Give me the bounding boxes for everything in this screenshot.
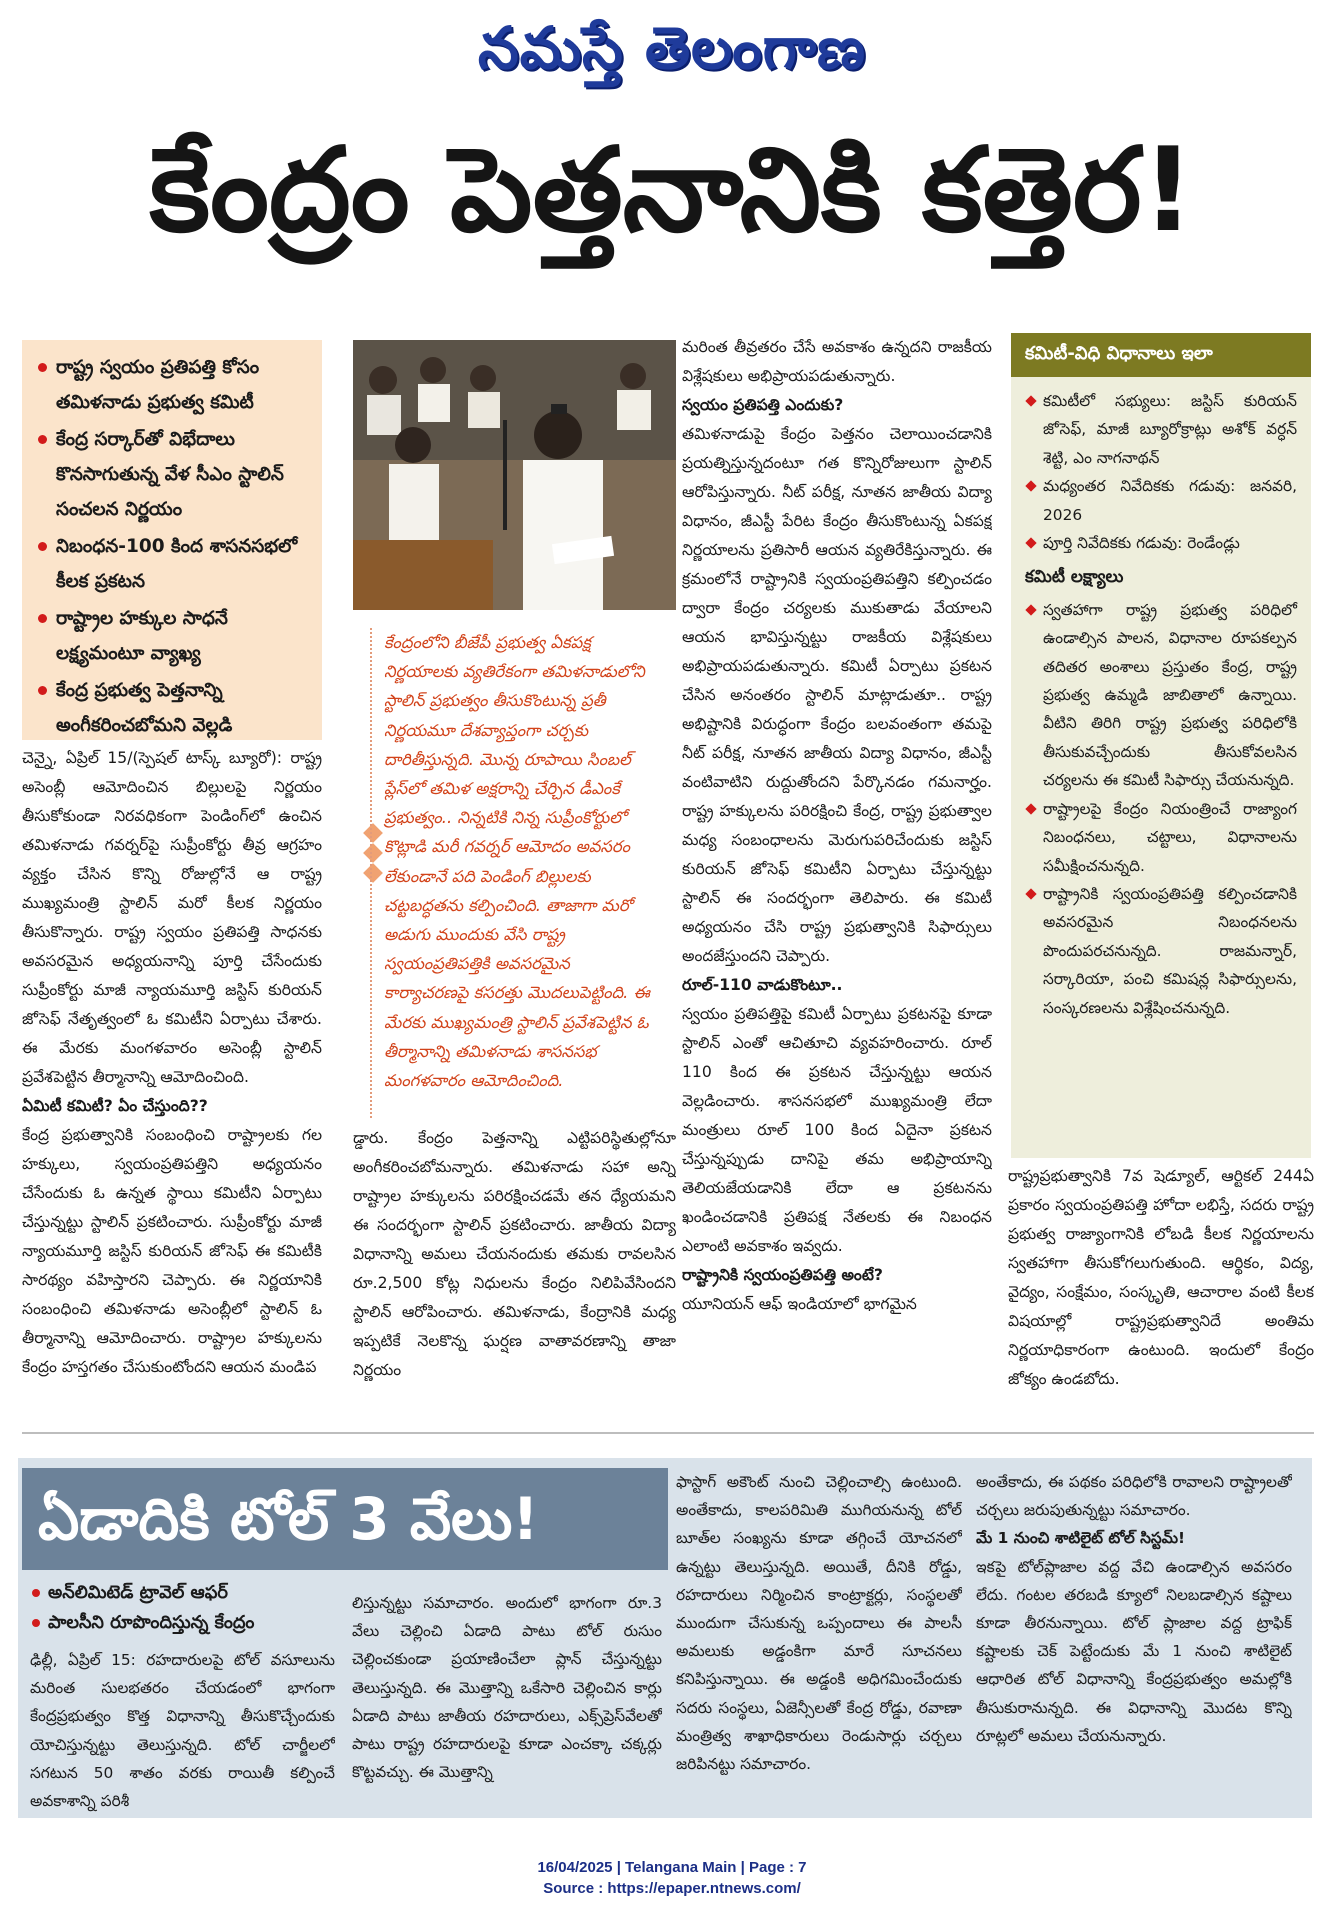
committee-info-box — [1011, 333, 1311, 1158]
pull-quote: కేంద్రంలోని బీజేపీ ప్రభుత్వ ఏకపక్ష నిర్ణయాలకు వ్యతిరేకంగా తమిళనాడులోని స్టాలిన్ ప్రభుత్వం తీసుకొంటున్న ప్రతీ నిర్ణయమూ దేశవ్యాప్తంగా చర్చకు దారితీస్తున్నది. మొన్న రూపాయి సింబల్ ప్లేస్‌లో తమిళ అక్షరాన్ని చేర్చిన డీఎంకే ప్రభుత్వం.. నిన్నటికి నిన్న సుప్రీంకోర్టులో కొట్లాడి మరీ గవర్నర్ ఆమోదం అవసరం లేకుండానే పది పెండింగ్ బిల్లులకు చట్టబద్ధతను కల్పించింది. తాజాగా మరో అడుగు ముందుకు వేసి రాష్ట్ర స్వయంప్రతిపత్తికి అవసరమైన కార్యాచరణపై కసరత్తు మొదలుపెట్టింది. ఈ మేరకు ముఖ్యమంత్రి స్టాలిన్ ప్రవేశపెట్టిన ఓ తీర్మానాన్ని తమిళనాడు శాసనసభ మంగళవారం ఆమోదించింది. — [370, 628, 653, 1118]
article-body: డ్డారు. కేంద్రం పెత్తనాన్ని ఎట్టిపరిస్థితుల్లోనూ అంగీకరించబోమన్నారు. తమిళనాడు సహా అన్ని రాష్ట్రాల హక్కులను పరిరక్షించడమే తన ధ్యేయమని ఈ సందర్భంగా స్టాలిన్ ప్రకటించారు. జాతీయ విద్యా విధానాన్ని అమలు చేయనందుకు తమకు రావలసిన రూ.2,500 కోట్ల నిధులను కేంద్రం నిలిపివేసిందని స్టాలిన్ ఆరోపించారు. తమిళనాడు, కేంద్రానికి మధ్య ఇప్పటికే నెలకొన్న ఘర్షణ వాతావరణాన్ని తాజా నిర్ణయం — [353, 1129, 676, 1379]
highlight-item: కేంద్ర సర్కార్‌తో విభేదాలు కొనసాగుతున్న వేళ సీఎం స్టాలిన్ సంచలన నిర్ణయం — [36, 422, 310, 527]
edition-info: 16/04/2025 | Telangana Main | Page : 7 — [537, 1859, 807, 1876]
highlight-item: నిబంధన-100 కింద శాసనసభలో కీలక ప్రకటన — [36, 529, 310, 599]
committee-goal: స్వతహాగా రాష్ట్ర ప్రభుత్వ పరిధిలో ఉండాల్సిన పాలన, విధానాల రూపకల్పన తదితర అంశాలు ప్రస్తుతం కేంద్ర, రాష్ట్ర ప్రభుత్వ ఉమ్మడి జాబితాలో ఉన్నాయి. వీటిని తిరిగి రాష్ట్ర ప్రభుత్వ పరిధిలోకి తీసుకువచ్చేందుకు తీసుకోవలసిన చర్యలను ఈ కమిటీ సిఫార్సు చేయనున్నది. — [1025, 596, 1297, 795]
masthead-logo: నమస్తే తెలంగాణ — [478, 14, 866, 82]
toll-column-3 — [676, 1468, 962, 1814]
photo-illustration — [353, 340, 676, 610]
article-body: యూనియన్ ఆఫ్ ఇండియాలో భాగమైన — [682, 1295, 917, 1313]
article-column-4 — [1008, 1162, 1314, 1412]
toll-column-4 — [976, 1468, 1292, 1814]
source-link[interactable]: Source : https://epaper.ntnews.com/ — [543, 1880, 801, 1897]
article-body: తమిళనాడుపై కేంద్రం పెత్తనం చెలాయించడానికి ప్రయత్నిస్తున్నదంటూ గత కొన్నిరోజులుగా స్టాలిన్ ఆరోపిస్తున్నారు. నీట్ పరీక్ష, నూతన జాతీయ విద్యా విధానం, జీఎస్టీ పేరిట కేంద్రం తీసుకొంటున్న ఏకపక్ష నిర్ణయాలను ప్రతిసారీ ఆయన వ్యతిరేకిస్తున్నారు. ఈ క్రమంలోనే రాష్ట్రానికి స్వయంప్రతిపత్తిని కల్పించడం ద్వారా కేంద్రం చర్యలకు ముకుతాడు వేయాలని ఆయన భావిస్తున్నట్టు రాజకీయ విశ్లేషకులు అభిప్రాయపడుతున్నారు. కమిటీ ఏర్పాటు ప్రకటన చేసిన అనంతరం స్టాలిన్ మాట్లాడుతూ.. రాష్ట్ర అభిష్టానికి విరుద్ధంగా కేంద్రం బలవంతంగా తమపై నీట్ పరీక్ష, నూతన జాతీయ విద్యా విధానం, జీఎస్టీ వంటివాటిని రుద్దుతోందని పేర్కొనడం గమనార్హం. రాష్ట్ర హక్కులను పరిరక్షించి కేంద్ర, రాష్ట్ర ప్రభుత్వాల మధ్య సంబంధాలను మెరుగుపరిచేందుకు జస్టిస్ కురియన్ జోసెఫ్ కమిటీని ఏర్పాటు చేస్తున్నట్టు స్టాలిన్ ఈ సందర్భంగా తెలిపారు. ఈ కమిటీ అధ్యయనం చేసి రాష్ట్ర ప్రభుత్వానికి సిఫార్సులు అందజేస్తుందని చెప్పారు. — [682, 425, 992, 965]
committee-item: పూర్తి నివేదికకు గడువు: రెండేండ్లు — [1025, 529, 1297, 557]
subheading: ఏమిటీ కమిటీ? ఏం చేస్తుంది?? — [22, 1097, 208, 1115]
article-body: ఇకపై టోల్‌ప్లాజాల వద్ద వేచి ఉండాల్సిన అవసరం లేదు. గంటల తరబడి క్యూలో నిలబడాల్సిన కష్టాలు కూడా తీరనున్నాయి. టోల్ ప్లాజాల వద్ద ట్రాఫిక్ కష్టాలకు చెక్ పెట్టేందుకు మే 1 నుంచి శాటిలైట్ ఆధారిత టోల్ విధానాన్ని కేంద్రప్రభుత్వం అమల్లోకి తీసుకురానున్నది. ఈ విధానాన్ని మొదట కొన్ని రూట్లలో అమలు చేయనున్నారు. — [976, 1557, 1292, 1745]
article-body: స్వయం ప్రతిపత్తిపై కమిటీ ఏర్పాటు ప్రకటనపై కూడా స్టాలిన్ ఎంతో ఆచితూచి వ్యవహరించారు. రూల్ 110 కింద ఈ ప్రకటన చేస్తున్నట్టు ఆయన వెల్లడించారు. శాసనసభలో ముఖ్యమంత్రి లేదా మంత్రులు రూల్ 100 కింద ఏదైనా ప్రకటన చేస్తున్నప్పుడు దానిపై తమ అభిప్రాయాన్ని తెలియజేయడానికి లేదా ఆ ప్రకటనను ఖండించడానికి ప్రతిపక్ష నేతలకు ఈ నిబంధన ఎలాంటి అవకాశం ఇవ్వదు. — [682, 1005, 992, 1255]
article-body: ఫాస్టాగ్ అకౌంట్ నుంచి చెల్లించాల్సి ఉంటుంది. అంతేకాదు, కాలపరిమితి ముగియనున్న టోల్ బూత్‌ల సంఖ్యను కూడా తగ్గించే యోచనలో ఉన్నట్టు తెలుస్తున్నది. అయితే, దీనికి రోడ్డు, రహదారులు నిర్మించిన కాంట్రాక్టర్లు, సంస్థలతో ముందుగా చేసుకున్న ఒప్పందాలు ఈ పాలసీ అమలుకు అడ్డంకిగా మారే సూచనలు కనిపిస్తున్నాయి. ఈ అడ్డంకి అధిగమించేందుకు సదరు సంస్థలు, ఏజెన్సీలతో కేంద్ర రోడ్డు, రవాణా మంత్రిత్వ శాఖాధికారులు రెండుసార్లు చర్చలు జరిపినట్టు సమాచారం. — [676, 1473, 962, 1774]
toll-headline: ఏడాదికి టోల్ 3 వేలు! — [38, 1485, 539, 1553]
committee-goal: రాష్ట్రాలపై కేంద్రం నియంత్రించే రాజ్యాంగ నిబంధనలు, చట్టాలు, విధానాలను సమీక్షించనున్నది. — [1025, 795, 1297, 880]
main-headline: కేంద్రం పెత్తనానికి కత్తెర! — [149, 123, 1195, 258]
subheading: స్వయం ప్రతిపత్తి ఎందుకు? — [682, 396, 844, 414]
toll-column-2 — [352, 1589, 662, 1814]
article-lead: అంతేకాదు, ఈ పథకం పరిధిలోకి రావాలని రాష్ట్రాలతో చర్చలు జరుపుతున్నట్టు సమాచారం. — [976, 1473, 1292, 1520]
subheading: రాష్ట్రానికి స్వయంప్రతిపత్తి అంటే? — [682, 1266, 883, 1284]
committee-item: కమిటీలో సభ్యులు: జస్టిస్ కురియన్ జోసెఫ్, మాజీ బ్యూరోక్రాట్లు అశోక్ వర్ధన్ శెట్టి, ఎం నాగనాథన్ — [1025, 387, 1297, 472]
highlights-box — [22, 340, 322, 740]
subheading: రూల్-110 వాడుకొంటూ.. — [682, 976, 843, 994]
article-lead: మరింత తీవ్రతరం చేసే అవకాశం ఉన్నదని రాజకీయ విశ్లేషకులు అభిప్రాయపడుతున్నారు. — [682, 338, 992, 385]
article-lead: చెన్నై, ఏప్రిల్ 15/(స్పెషల్ టాస్క్ బ్యూరో): రాష్ట్ర అసెంబ్లీ ఆమోదించిన బిల్లులపై నిర్ణయం తీసుకోకుండా నిరవధికంగా పెండింగ్‌లో ఉంచిన తమిళనాడు గవర్నర్‌పై సుప్రీంకోర్టు తీవ్ర ఆగ్రహం వ్యక్తం చేసిన కొన్ని రోజుల్లోనే ఆ రాష్ట్ర ముఖ్యమంత్రి స్టాలిన్ మరో కీలక నిర్ణయం తీసుకొన్నారు. రాష్ట్ర స్వయం ప్రతిపత్తి సాధనకు అవసరమైన అధ్యయనాన్ని పూర్తి చేసేందుకు సుప్రీంకోర్టు మాజీ న్యాయమూర్తి జస్టిస్ కురియన్ జోసెఫ్ నేతృత్వంలో ఓ కమిటీని ఏర్పాటు చేశారు. ఈ మేరకు మంగళవారం అసెంబ్లీ స్టాలిన్ ప్రవేశపెట్టిన తీర్మానాన్ని ఆమోదించింది. — [22, 749, 322, 1086]
article-body: లిస్తున్నట్టు సమాచారం. అందులో భాగంగా రూ.3 వేలు చెల్లించి ఏడాది పాటు టోల్ రుసుం చెల్లించకుండా ప్రయాణించేలా ప్లాన్ చేస్తున్నట్టు తెలుస్తున్నది. ఈ మొత్తాన్ని ఒకేసారి చెల్లించిన కార్లు ఏడాది పాటు జాతీయ రహదారులు, ఎక్స్‌ప్రెస్‌వేలతో పాటు రాష్ట్ర రహదారులపై కూడా ఎంచక్కా చక్కర్లు కొట్టవచ్చు. ఈ మొత్తాన్ని — [352, 1594, 662, 1782]
highlight-item: రాష్ట్రాల హక్కుల సాధనే లక్ష్యమంటూ వ్యాఖ్య — [36, 601, 310, 671]
committee-goal: రాష్ట్రానికి స్వయంప్రతిపత్తి కల్పించడానికి అవసరమైన నిబంధనలను పొందుపరచనున్నది. రాజమన్నార్, సర్కారియా, పంచి కమిషన్ల సిఫార్సులను, సంస్కరణలను విశ్లేషించనున్నది. — [1025, 880, 1297, 1022]
article-body: రాష్ట్రప్రభుత్వానికి 7వ షెడ్యూల్, ఆర్టికల్ 244ఏ ప్రకారం స్వయంప్రతిపత్తి హోదా లభిస్తే, సదరు రాష్ట్ర ప్రభుత్వ రాజ్యాంగానికి లోబడి కీలక నిర్ణయాలను స్వతహాగా తీసుకోగలుగుతుంది. ఆర్థికం, విద్య, వైద్యం, సంక్షేమం, సంస్కృతి, ఆచారాల వంటి కీలక విషయాల్లో రాష్ట్రప్రభుత్వానిదే అంతిమ నిర్ణయాధికారంగా ఉంటుంది. ఇందులో కేంద్రం జోక్యం ఉండబోదు. — [1008, 1167, 1314, 1388]
committee-box-title: కమిటీ-విధి విధానాలు ఇలా — [1011, 333, 1311, 377]
toll-highlight-item: పాలసీని రూపొందిస్తున్న కేంద్రం — [30, 1608, 330, 1638]
article-body: ఢిల్లీ, ఏప్రిల్ 15: రహదారులపై టోల్ వసూలును మరింత సులభతరం చేయడంలో భాగంగా కేంద్రప్రభుత్వం కొత్త విధానాన్ని తీసుకొచ్చేందుకు యోచిస్తున్నట్టు తెలుస్తున్నది. టోల్ చార్జీలలో సగటున 50 శాతం వరకు రాయితీ కల్పించే అవకాశాన్ని పరిశీ — [30, 1651, 335, 1811]
highlight-item: రాష్ట్ర స్వయం ప్రతిపత్తి కోసం తమిళనాడు ప్రభుత్వ కమిటీ — [36, 350, 310, 420]
article-column-3 — [682, 333, 992, 1408]
article-body: కేంద్ర ప్రభుత్వానికి సంబంధించి రాష్ట్రాలకు గల హక్కులు, స్వయంప్రతిపత్తిని అధ్యయనం చేసేందుకు ఓ ఉన్నత స్థాయి కమిటీని ఏర్పాటు చేస్తున్నట్టు స్టాలిన్ ప్రకటించారు. సుప్రీంకోర్టు మాజీ న్యాయమూర్తి జస్టిస్ కురియన్ జోసెఫ్ ఈ కమిటీకి సారథ్యం వహిస్తారని చెప్పారు. ఈ నిర్ణయానికి సంబంధించి తమిళనాడు అసెంబ్లీలో స్టాలిన్ ఓ తీర్మానాన్ని ఆమోదించారు. రాష్ట్రాల హక్కులను కేంద్రం హస్తగతం చేసుకుంటోందని ఆయన మండిప — [22, 1126, 322, 1376]
committee-goals-heading: కమిటీ లక్ష్యాలు — [1025, 567, 1124, 588]
article-column-1 — [22, 744, 322, 1404]
page-footer — [0, 1857, 1344, 1899]
toll-highlights — [30, 1578, 330, 1638]
highlight-item: కేంద్ర ప్రభుత్వ పెత్తనాన్ని అంగీకరించబోమని వెల్లడి — [36, 673, 310, 740]
assembly-photo — [353, 340, 676, 610]
committee-item: మధ్యంతర నివేదికకు గడువు: జనవరి, 2026 — [1025, 472, 1297, 529]
section-divider — [22, 1432, 1314, 1434]
subheading: మే 1 నుంచి శాటిలైట్ టోల్ సిస్టమ్! — [976, 1529, 1186, 1548]
article-column-2 — [353, 1124, 676, 1404]
toll-column-1 — [30, 1646, 335, 1814]
toll-highlight-item: అన్‌లిమిటెడ్ ట్రావెల్ ఆఫర్ — [30, 1578, 330, 1608]
